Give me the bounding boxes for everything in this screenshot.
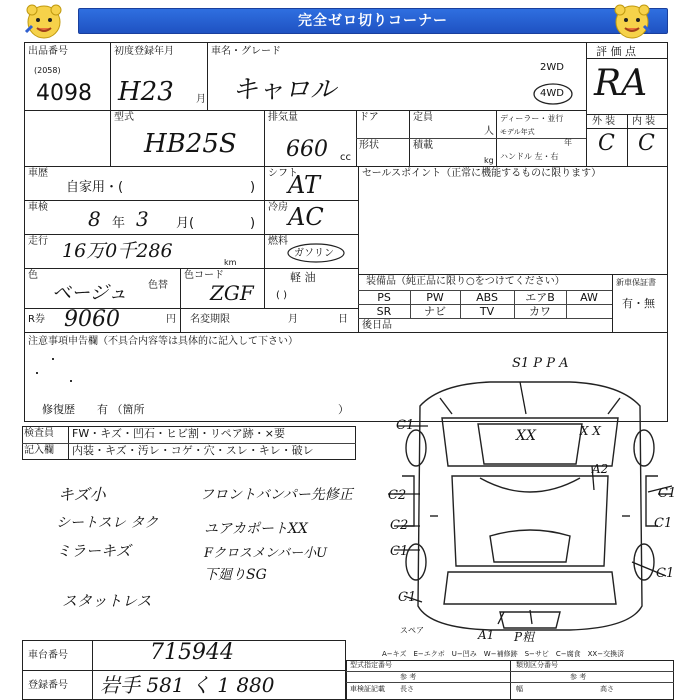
car-damage-diagram (380, 366, 680, 646)
inspector-label-1: 検査員 (24, 428, 54, 439)
mark-c2-l2: C2 (390, 518, 409, 533)
color-label: 色 (28, 270, 38, 281)
mileage-value: 16万0千286 (62, 240, 173, 262)
ac-label: 冷房 (268, 202, 288, 213)
mark-c1-r1: C1 (658, 486, 677, 501)
mark-top: S1 P P A (512, 356, 569, 371)
mark-c2-l: C2 (388, 488, 407, 503)
shift-label: シフト (268, 168, 298, 179)
nameplate-label: 名変期限 (190, 314, 230, 325)
banner-title: 完全ゼロ切りコーナー (78, 8, 668, 34)
recycle-value: 9060 (64, 307, 120, 332)
color-code: ZGF (210, 281, 254, 305)
exterior-grade: C (598, 131, 615, 156)
mark-c1-r2: C1 (654, 516, 673, 531)
rating-label: 評 価 点 (596, 45, 636, 58)
inspection-month-unit: 月( (176, 216, 195, 231)
hw-mid-2: Fクロスメンバー小U (204, 546, 328, 561)
inspection-month: 3 (136, 207, 149, 231)
hw-left-2: ミラーキズ (56, 542, 131, 560)
mark-p: P粗 (514, 630, 535, 644)
first-reg-year: H23 (118, 77, 174, 107)
interior-grade: C (638, 131, 655, 156)
chassis-value: 715944 (150, 640, 234, 665)
hw-mid-0: フロントバンパー先修正 (200, 487, 353, 503)
sales-point-label: セールスポイント（正常に機能するものに限ります） (362, 168, 602, 179)
inspection-year-unit: 年 (112, 216, 126, 231)
capacity-label: 定員 (413, 112, 433, 123)
usage-close: ) (250, 180, 256, 195)
equip-abs: ABS (476, 291, 498, 304)
inspection-close: ) (250, 216, 256, 231)
mascot-icon (610, 2, 654, 42)
nameplate-month: 月 (288, 314, 298, 325)
model-value: HB25S (144, 129, 237, 159)
height-label: 高さ (600, 685, 614, 693)
handle-label: ハンドル 左・右 (500, 152, 559, 161)
registration-label: 登録番号 (28, 680, 68, 691)
repair-history: 修復歴 有 （箇所 (42, 403, 145, 416)
displacement-unit: cc (340, 152, 351, 163)
displacement-label: 排気量 (268, 112, 298, 123)
width-label: 幅 (516, 685, 523, 693)
hw-left-1: シートスレ タク (56, 515, 159, 531)
exterior-label: 外 装 (592, 116, 616, 127)
color-value: ベージュ (52, 282, 128, 304)
repair-close: ） (338, 403, 349, 416)
mark-c1-tl: C1 (396, 418, 415, 433)
recycle-label: R券 (28, 314, 45, 325)
mark-front-b: X X (580, 424, 601, 438)
mark-a2: A2 (592, 462, 609, 476)
lot-number: 4098 (36, 81, 92, 106)
recycle-unit: 円 (166, 314, 176, 325)
dealer-label: ディーラー・並行 (500, 114, 564, 123)
first-reg-month-unit: 月 (196, 94, 206, 105)
capacity-unit: 人 (484, 126, 494, 137)
mark-a1: A1 (478, 628, 495, 642)
rating-value: RA (594, 63, 648, 104)
displacement-value: 660 (286, 137, 328, 162)
shift-value: AT (288, 171, 321, 199)
fuel-circle-icon (286, 242, 346, 264)
hw-left-0: キズ小 (58, 485, 106, 504)
nameplate-day: 日 (338, 314, 348, 325)
model-label: 型式 (114, 112, 134, 123)
fuel-label: 燃料 (268, 236, 288, 247)
mileage-unit: km (224, 258, 237, 267)
chassis-label: 車台番号 (28, 650, 68, 661)
warranty-value: 有・無 (622, 297, 655, 310)
registration-value: 岩手 581 く 1 880 (100, 673, 275, 697)
fuel-gasoline: ガソリン (294, 248, 334, 259)
cert-label: 車検証記載 (350, 685, 385, 693)
hw-left-3: スタットレス (62, 592, 152, 610)
equip-airbag: エアB (525, 291, 555, 304)
car-name-value: キャロル (232, 75, 337, 105)
ref-1: 参 考 (400, 673, 417, 681)
back-seat-label: 後日品 (362, 320, 392, 331)
lot-label: 出品番号 (28, 46, 68, 57)
inspector-label-2: 記入欄 (24, 445, 54, 456)
load-label: 積載 (413, 140, 433, 151)
color-code-label: 色コード (184, 270, 224, 281)
equip-pw: PW (426, 291, 444, 304)
inspector-line-1: FW・キズ・凹石・ヒビ割・リペア跡・×要 (72, 427, 285, 440)
equip-sr: SR (376, 305, 392, 318)
load-unit: kg (484, 156, 494, 165)
mileage-label: 走行 (28, 236, 48, 247)
mark-c1-l: C1 (390, 544, 409, 559)
drive-2wd: 2WD (540, 62, 564, 73)
usage-value: 自家用・( (66, 180, 124, 195)
inspection-year: 8 (88, 207, 101, 231)
equip-leather: カワ (529, 305, 551, 318)
notes-label: 注意事項申告欄（不具合内容等は具体的に記入して下さい） (28, 336, 298, 347)
mark-c1-br: C1 (656, 566, 675, 581)
inspection-label: 車検 (28, 202, 48, 213)
doors-label: ドア (359, 112, 379, 123)
equip-aw: AW (580, 291, 598, 304)
shape-label: 形状 (359, 140, 379, 151)
color-change-label: 色替 (148, 280, 168, 291)
first-reg-label: 初度登録年月 (114, 46, 174, 57)
class-number-label: 類別区分番号 (516, 661, 558, 669)
model-year-label: モデル年式 (500, 128, 535, 136)
lot-sub: (2058) (34, 66, 61, 75)
equip-navi: ナビ (424, 305, 446, 318)
equip-tv: TV (479, 305, 495, 318)
damage-legend: A−キズ E−エクボ U−凹み W−補修跡 S−サビ C−腐食 XX−交換済 (382, 650, 625, 658)
fuel-paren: ( ) (276, 290, 287, 301)
mark-front-a: XX (516, 428, 536, 444)
warranty-label: 新車保証書 (616, 278, 656, 287)
mascot-left (22, 2, 66, 42)
length-label: 長さ (400, 685, 414, 693)
usage-label: 車歴 (28, 168, 48, 179)
ref-2: 参 考 (570, 673, 587, 681)
drive-4wd: 4WD (540, 88, 564, 99)
mascot-right (610, 2, 654, 42)
equipment-label: 装備品（純正品に限り○をつけてください） (366, 276, 565, 287)
fuel-diesel: 軽 油 (290, 271, 316, 284)
inspector-line-2: 内装・キズ・汚レ・コゲ・穴・スレ・キレ・破レ (72, 444, 314, 457)
type-number-label: 型式指定番号 (350, 661, 392, 669)
car-name-label: 車名・グレード (211, 46, 281, 57)
model-year-unit: 年 (564, 138, 572, 147)
mark-c1-bl: C1 (398, 590, 417, 605)
hw-mid-3: 下廻りSG (204, 567, 267, 583)
drive-circle-icon (532, 82, 574, 106)
hw-mid-1: ユアカポートXX (204, 521, 308, 537)
rear-label: スペア (400, 626, 424, 635)
equip-ps: PS (377, 291, 391, 304)
mascot-icon (22, 2, 66, 42)
ac-value: AC (288, 203, 324, 231)
interior-label: 内 装 (632, 116, 656, 127)
